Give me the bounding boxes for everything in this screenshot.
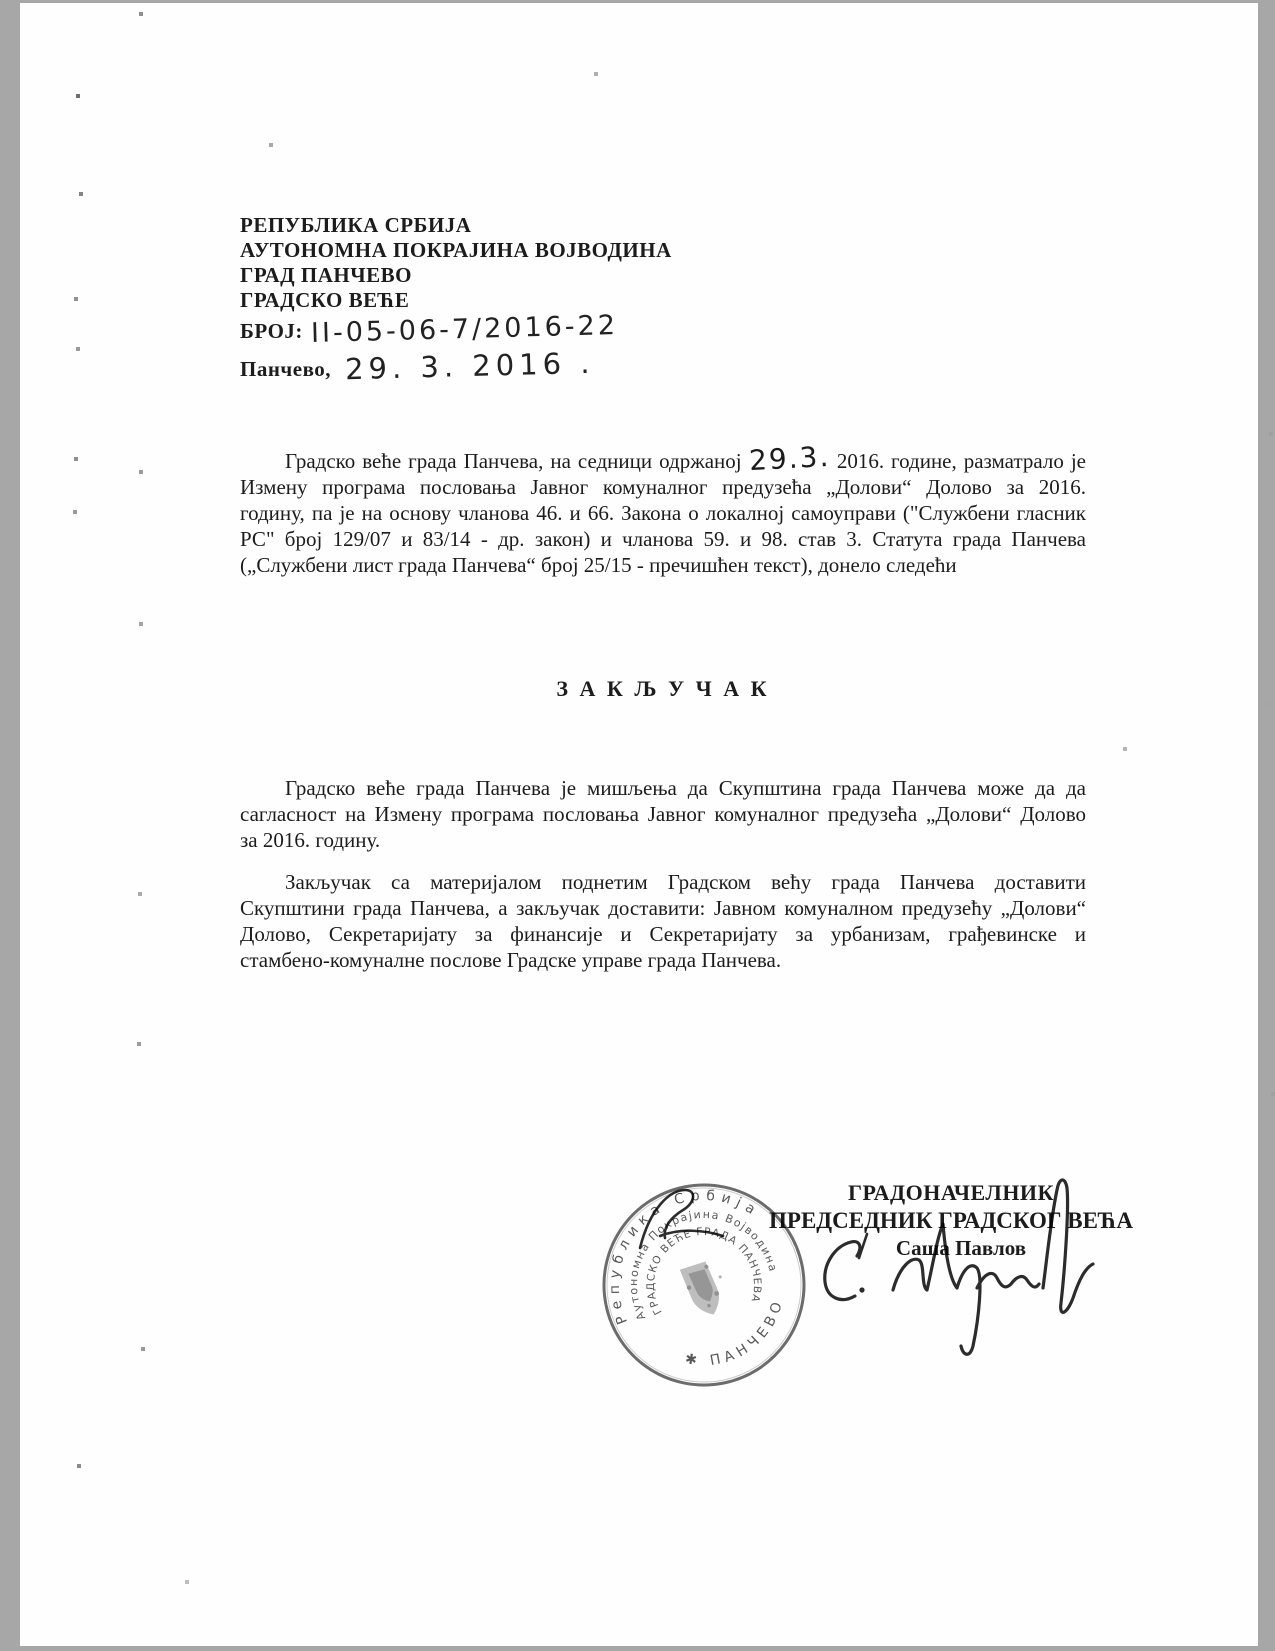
document-number-label: БРОЈ: <box>240 319 303 343</box>
conclusion-heading: З А К Љ У Ч А К <box>556 676 770 701</box>
letterhead-country: РЕПУБЛИКА СРБИЈА <box>240 213 472 237</box>
paragraph-line: Закључак са материјалом поднетим Градском већу града Панчева доставити <box>285 870 1086 894</box>
paragraph-line: Градско веће града Панчева је мишљења да Скупштина града Панчева може да да <box>285 776 1086 800</box>
document-number-handwritten: II-05-06-7/2016-22 <box>310 309 619 350</box>
place-date-row <box>240 345 940 387</box>
document-number-row <box>240 309 940 350</box>
paragraph-text: 2016. године, разматрало је <box>836 449 1087 473</box>
date-handwritten: 29. 3. 2016 . <box>344 345 595 387</box>
paragraph-line: за 2016. годину. <box>240 828 381 852</box>
stamp-ring-outer-text: Република Србија <box>606 1187 763 1327</box>
letterhead-council: ГРАДСКО ВЕЋЕ <box>240 288 410 312</box>
letterhead-city: ГРАД ПАНЧЕВО <box>240 263 412 287</box>
paragraph-line: стамбено-комуналне послове Градске управе града Панчева. <box>240 948 782 972</box>
paragraph-line: Скупштини града Панчева, а закључак доставити: Јавном комуналном предузећу „Долови“ <box>240 896 1086 920</box>
session-date-handwritten: 29.3. <box>747 439 831 478</box>
signer-name: Саша Павлов <box>895 1236 1027 1260</box>
letterhead <box>240 213 940 387</box>
stamp-ring-middle-text: Аутономна Покрајина Војводина <box>626 1207 780 1323</box>
letterhead-province: АУТОНОМНА ПОКРАЈИНА ВОЈВОДИНА <box>240 238 672 262</box>
signer-title-council-president: ПРЕДСЕДНИК ГРАДСКОГ ВЕЋА <box>769 1208 1133 1233</box>
paragraph-line: Долово, Секретаријату за финансије и Секретаријату за урбанизам, грађевинске и <box>240 922 1086 946</box>
paragraph-text: Градско веће града Панчева, на седници одржаној <box>285 449 742 473</box>
opening-paragraph <box>240 439 1087 578</box>
paragraph-line: Измену програма пословања Јавног комуналног предузећа „Долови“ Долово за 2016. <box>240 475 1086 499</box>
handwritten-signature-icon <box>615 1128 1105 1378</box>
distribution-paragraph <box>240 869 1086 973</box>
document-page <box>20 3 1258 1646</box>
paragraph-line <box>240 439 1087 478</box>
paragraph-line: сагласност на Измену програма пословања Јавног комуналног предузећа „Долови“ Долово <box>240 802 1086 826</box>
stamp-bottom-text: ✱ ПАНЧЕВО <box>684 1295 788 1370</box>
signer-title-mayor: ГРАДОНАЧЕЛНИК <box>847 1180 1054 1205</box>
paragraph-line: РС" број 129/07 и 83/14 - др. закон) и чланова 59. и 98. став 3. Статута града Панчева <box>240 527 1086 551</box>
scan-noise <box>20 3 22 5</box>
paragraph-line: годину, па је на основу чланова 46. и 66. Закона о локалној самоуправи ("Службени гласник <box>240 501 1086 525</box>
opinion-paragraph <box>240 775 1086 853</box>
place-label: Панчево, <box>240 357 332 381</box>
stamp-ring-inner-text: ГРАДСКО ВЕЋЕ ГРАДА ПАНЧЕВА <box>644 1225 764 1317</box>
paragraph-line: („Службени лист града Панчева“ број 25/15 - пречишћен текст), донело следећи <box>240 553 957 577</box>
